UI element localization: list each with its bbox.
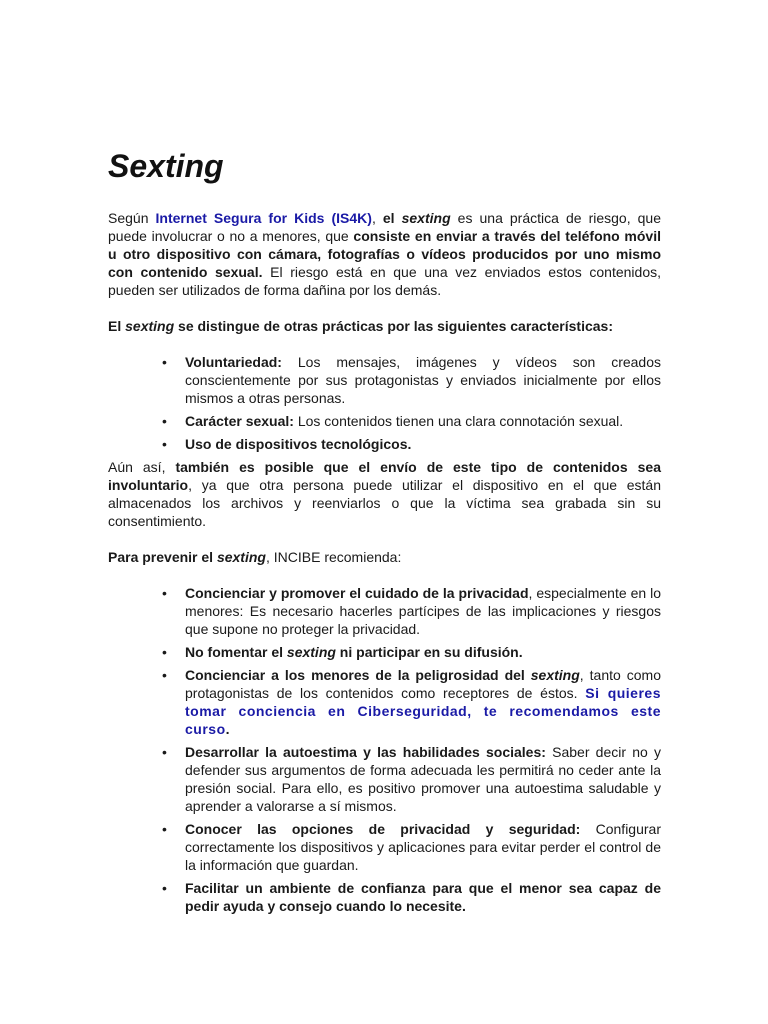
text-run: Para prevenir el	[108, 549, 217, 565]
bullet-icon: •	[162, 354, 167, 370]
text-run: sexting	[125, 318, 175, 334]
text-link[interactable]: Internet Segura for Kids (IS4K)	[155, 210, 372, 226]
text-run: el	[382, 210, 402, 226]
bullet-icon: •	[162, 667, 167, 683]
text-run: Configurar correctamente los dispositivos y aplicaciones para evitar perder el control de la información que guardan.	[185, 821, 661, 873]
bullet-icon: •	[162, 821, 167, 837]
bullet-icon: •	[162, 436, 167, 452]
bullet-icon: •	[162, 413, 167, 429]
recommendation-item	[162, 584, 661, 638]
text-run: Aún así,	[108, 459, 176, 475]
characteristics-heading	[108, 317, 661, 335]
document-page	[108, 140, 661, 920]
text-run: No fomentar el	[185, 644, 287, 660]
prevention-heading	[108, 548, 661, 566]
text-run: Los contenidos tienen una clara connotación sexual.	[293, 413, 624, 429]
text-run: sexting	[530, 667, 580, 683]
text-run: .	[225, 721, 230, 737]
text-run: Concienciar a los menores de la peligrosidad del	[185, 667, 531, 683]
text-link[interactable]: Si quieres tomar conciencia en Ciberseguridad, te recomendamos este curso	[185, 685, 661, 737]
text-run: Los mensajes, imágenes y vídeos son creados conscientemente por sus protagonistas y enviados inicialmente por ellos mismos a otras personas.	[185, 354, 661, 406]
text-run: Carácter sexual:	[185, 413, 294, 429]
text-run: consiste en enviar a través del teléfono móvil u otro dispositivo con cámara, fotografías o vídeos producidos por uno mismo con contenido sexual.	[108, 228, 661, 280]
text-run: El	[108, 318, 126, 334]
bullet-icon: •	[162, 585, 167, 601]
text-run: sexting	[216, 549, 266, 565]
text-run: Uso de dispositivos tecnológicos.	[185, 436, 412, 452]
text-run: Desarrollar la autoestima y las habilidades sociales:	[185, 744, 546, 760]
text-run: , ya que otra persona puede utilizar el dispositivo en el que están almacenados los archivos y reenviarlos o que la víctima sea grabada sin su consentimiento.	[108, 477, 661, 529]
involuntary-paragraph	[108, 458, 661, 530]
bullet-icon: •	[162, 880, 167, 896]
intro-paragraph	[108, 209, 661, 299]
text-run: también es posible que el envío de este tipo de contenidos sea involuntario	[108, 459, 661, 493]
recommendation-item	[162, 879, 661, 915]
text-run: es una práctica de riesgo, que puede involucrar o no a menores, que	[108, 210, 661, 244]
recommendation-item	[162, 820, 661, 874]
characteristic-item	[162, 353, 661, 407]
text-run: El riesgo está en que una vez enviados estos contenidos, pueden ser utilizados de forma dañina por los demás.	[108, 264, 662, 298]
text-run: , INCIBE recomienda:	[265, 549, 402, 565]
text-run: Conocer las opciones de privacidad y seguridad:	[185, 821, 581, 837]
text-run: sexting	[286, 644, 336, 660]
text-run: , especialmente en lo menores: Es necesario hacerles partícipes de las implicaciones y riesgos que supone no proteger la privacidad.	[185, 585, 661, 637]
characteristics-list	[108, 353, 661, 453]
text-run: sexting	[401, 210, 451, 226]
recommendations-list	[108, 584, 661, 915]
recommendation-item	[162, 643, 661, 661]
text-run: Voluntariedad:	[185, 354, 282, 370]
text-run: Concienciar y promover el cuidado de la privacidad	[185, 585, 529, 601]
text-run: Facilitar un ambiente de confianza para que el menor sea capaz de pedir ayuda y consejo cuando lo necesite.	[185, 880, 661, 914]
recommendation-item	[162, 666, 661, 738]
bullet-icon: •	[162, 744, 167, 760]
text-run: Saber decir no y defender sus argumentos de forma adecuada les permitirá no ceder ante la presión social. Para ello, es positivo promover una autoestima saludable y aprender a valorarse a sí mismos.	[185, 744, 661, 814]
characteristic-item	[162, 435, 661, 453]
document-title: Sexting	[108, 148, 224, 184]
text-run: , tanto como protagonistas de los contenidos como receptores de éstos.	[185, 667, 661, 701]
characteristic-item	[162, 412, 661, 430]
text-run: ,	[371, 210, 383, 226]
text-run: ni participar en su difusión.	[335, 644, 523, 660]
text-run: se distingue de otras prácticas por las siguientes características:	[174, 318, 613, 334]
text-run: Según	[108, 210, 156, 226]
bullet-icon: •	[162, 644, 167, 660]
recommendation-item	[162, 743, 661, 815]
